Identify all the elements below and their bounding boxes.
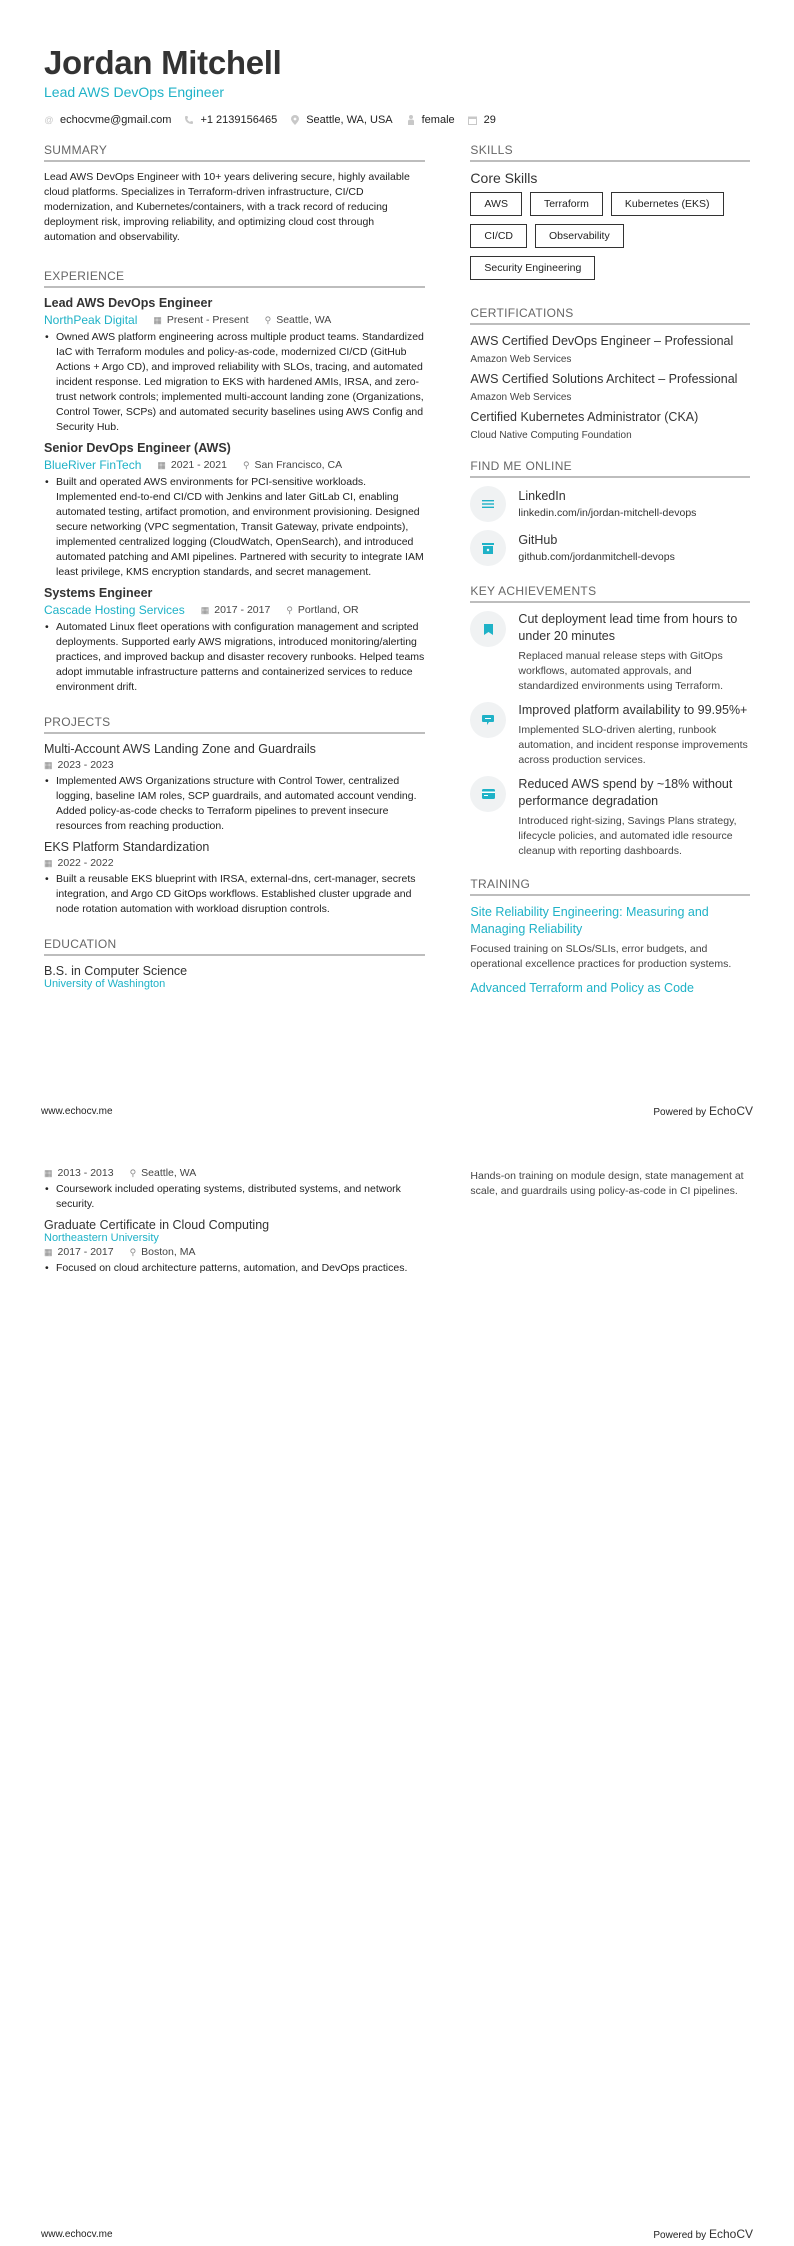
skills-group-title: Core Skills — [470, 170, 538, 186]
section-title: SKILLS — [470, 143, 750, 162]
achievement-title: Cut deployment lead time from hours to under 20 minutes — [518, 612, 738, 643]
project-title: Multi-Account AWS Landing Zone and Guardrails — [44, 742, 316, 756]
footer-site-link[interactable]: www.echocv.me — [41, 1105, 113, 1117]
job-entry — [44, 296, 425, 435]
job-title: Lead AWS DevOps Engineer — [44, 296, 213, 310]
job-entry — [44, 586, 425, 695]
person-icon — [406, 115, 416, 125]
summary-text: Lead AWS DevOps Engineer with 10+ years delivering secure, highly available cloud platforms. Specializes in Terraform-driven infrastructure, CI/CD modernization, and Kubernetes/containers, with a track record of reducing deployment risk, improving reliability, and optimizing cloud cost through automation and observability. — [44, 171, 410, 243]
online-url[interactable]: github.com/jordanmitchell-devops — [518, 551, 675, 563]
achievement-description: Implemented SLO-driven alerting, runbook automation, and incident response improvements across production services. — [518, 724, 748, 766]
achievements-section — [470, 584, 750, 859]
education-degree: Graduate Certificate in Cloud Computing — [44, 1218, 270, 1232]
location-icon: ⚲ — [242, 459, 250, 470]
achievement-title: Reduced AWS spend by ~18% without performance degradation — [518, 777, 733, 808]
skills-tags — [470, 192, 750, 288]
footer-powered: Powered by EchoCV — [653, 1104, 753, 1118]
section-title: KEY ACHIEVEMENTS — [470, 584, 750, 603]
job-title: Senior DevOps Engineer (AWS) — [44, 441, 231, 455]
training-description: Hands-on training on module design, state management at scale, and guardrails using policy-as-code in CI pipelines. — [470, 1170, 744, 1197]
location-icon: ⚲ — [264, 314, 272, 325]
chat-bubble-icon — [470, 702, 506, 738]
section-title: PROJECTS — [44, 715, 425, 734]
location-icon — [290, 115, 300, 125]
menu-lines-icon — [470, 486, 506, 522]
summary-section — [44, 143, 425, 245]
section-title: EXPERIENCE — [44, 269, 425, 288]
training-description: Focused training on SLOs/SLIs, error budgets, and operational excellence practices for production systems. — [470, 943, 732, 970]
online-link-github[interactable] — [470, 530, 750, 566]
certification-name: AWS Certified Solutions Architect – Professional — [470, 372, 738, 386]
location-icon: ⚲ — [129, 1246, 137, 1257]
project-description: • Built a reusable EKS blueprint with IRSA, external-dns, cert-manager, secrets integration, and Argo CD GitOps workflows. Established cluster upgrade and node rotation automation with workload disruption controls. — [44, 872, 425, 917]
bookmark-icon — [470, 611, 506, 647]
online-link-linkedin[interactable] — [470, 486, 750, 522]
job-dates: 2021 - 2021 — [170, 459, 227, 471]
company-name: BlueRiver FinTech — [44, 458, 142, 472]
training-title: Advanced Terraform and Policy as Code — [470, 981, 694, 995]
education-location: Seattle, WA — [141, 1167, 197, 1179]
education-location: Boston, MA — [141, 1246, 196, 1258]
certification-name: AWS Certified DevOps Engineer – Professional — [470, 334, 734, 348]
certification-name: Certified Kubernetes Administrator (CKA) — [470, 410, 699, 424]
page-footer — [41, 2227, 753, 2241]
footer-site-link[interactable]: www.echocv.me — [41, 2228, 113, 2240]
job-dates: 2017 - 2017 — [214, 604, 271, 616]
section-title: EDUCATION — [44, 937, 425, 956]
project-dates: 2022 - 2022 — [57, 857, 114, 869]
online-name: GitHub — [518, 533, 558, 547]
right-column — [470, 143, 750, 1015]
online-name: LinkedIn — [518, 489, 566, 503]
project-dates: 2023 - 2023 — [57, 759, 114, 771]
achievement-item — [470, 776, 750, 859]
skills-section — [470, 143, 750, 288]
certification-issuer: Cloud Native Computing Foundation — [470, 430, 632, 441]
achievement-item — [470, 702, 750, 768]
location-icon: ⚲ — [286, 604, 293, 615]
education-school: University of Washington — [44, 978, 166, 990]
calendar-icon: ▦ — [44, 1246, 53, 1257]
education-description: • Coursework included operating systems, distributed systems, and network security. — [44, 1182, 425, 1212]
section-title: TRAINING — [470, 877, 750, 896]
job-dates: Present - Present — [166, 314, 249, 326]
left-column — [44, 143, 425, 1015]
skill-tag: Kubernetes (EKS) — [611, 192, 724, 216]
location-icon: ⚲ — [129, 1167, 137, 1178]
candidate-name: Jordan Mitchell — [44, 44, 282, 81]
contact-bar — [44, 114, 750, 126]
resume-page-2 — [0, 1123, 794, 2246]
calendar-icon: ▦ — [44, 857, 53, 868]
contact-phone[interactable]: +1 2139156465 — [184, 114, 277, 126]
contact-age: 29 — [468, 114, 496, 126]
skill-tag: AWS — [470, 192, 522, 216]
education-school: Northeastern University — [44, 1232, 159, 1244]
achievement-item — [470, 611, 750, 694]
project-entry — [44, 840, 425, 917]
candidate-role: Lead AWS DevOps Engineer — [44, 84, 225, 100]
calendar-icon: ▦ — [157, 459, 166, 470]
section-title: SUMMARY — [44, 143, 425, 162]
contact-gender: female — [406, 114, 455, 126]
page-footer — [41, 1104, 753, 1118]
skill-tag: Security Engineering — [470, 256, 595, 280]
online-section — [470, 459, 750, 566]
job-location: Seattle, WA — [276, 314, 332, 326]
footer-powered: Powered by EchoCV — [653, 2227, 753, 2241]
projects-section — [44, 715, 425, 917]
education-dates: 2013 - 2013 — [57, 1167, 114, 1179]
job-title: Systems Engineer — [44, 586, 153, 600]
project-description: • Implemented AWS Organizations structure with Control Tower, centralized logging, baseline IAM roles, SCP guardrails, and automated account vending. Added policy-as-code checks to Terraform pipelines to prevent insecure resources from reaching production. — [44, 774, 425, 834]
job-entry — [44, 441, 425, 580]
calendar-icon: ▦ — [153, 314, 162, 325]
education-degree: B.S. in Computer Science — [44, 964, 188, 978]
right-column-continued — [470, 1167, 750, 1282]
archive-box-icon — [470, 530, 506, 566]
training-title: Site Reliability Engineering: Measuring and Managing Reliability — [470, 905, 709, 936]
education-dates: 2017 - 2017 — [57, 1246, 114, 1258]
job-location: Portland, OR — [297, 604, 359, 616]
section-title: FIND ME ONLINE — [470, 459, 750, 478]
achievement-title: Improved platform availability to 99.95%+ — [518, 703, 748, 717]
training-section — [470, 877, 750, 997]
skill-tag: Observability — [535, 224, 624, 248]
at-icon: @ — [44, 115, 54, 125]
credit-card-icon — [470, 776, 506, 812]
job-description: • Owned AWS platform engineering across multiple product teams. Standardized IaC with Terraform modules and policy-as-code, modernized CI/CD (GitHub Actions + Argo CD), and improved reliability with SLOs, tracing, and automated incident response. Led migration to EKS with hardened AMIs, IRSA, and zero-trust network controls; implemented multi-account landing zone (Organizations, Control Tower, SCPs) and automated security baselines using AWS Config and Security Hub. — [44, 330, 425, 435]
job-description: • Automated Linux fleet operations with configuration management and scripted deployments. Supported early AWS migrations, introduced monitoring/alerting practices, and improved backup and disaster recovery runbooks. Helped teams adopt immutable infrastructure patterns and containerized services to reduce environment drift. — [44, 620, 425, 695]
job-location: San Francisco, CA — [254, 459, 343, 471]
achievement-description: Introduced right-sizing, Savings Plans strategy, lifecycle policies, and automated idle resource cleanup with reporting dashboards. — [518, 815, 737, 857]
left-column-continued — [44, 1167, 425, 1282]
phone-icon — [184, 115, 194, 125]
certification-issuer: Amazon Web Services — [470, 392, 572, 403]
contact-location: Seattle, WA, USA — [290, 114, 392, 126]
calendar-icon: ▦ — [200, 604, 210, 615]
certification-issuer: Amazon Web Services — [470, 354, 572, 365]
experience-section — [44, 269, 425, 695]
skill-tag: CI/CD — [470, 224, 527, 248]
project-entry — [44, 742, 425, 834]
online-url[interactable]: linkedin.com/in/jordan-mitchell-devops — [518, 507, 697, 519]
brand-logo: EchoCV — [708, 2227, 753, 2241]
project-title: EKS Platform Standardization — [44, 840, 210, 854]
education-section — [44, 937, 425, 990]
education-description: • Focused on cloud architecture patterns, automation, and DevOps practices. — [44, 1261, 425, 1276]
job-description: • Built and operated AWS environments for PCI-sensitive workloads. Implemented end-to-end CI/CD with Jenkins and later GitLab CI, enabling automated testing, artifact promotion, and environment provisioning. Designed secure networking (VPC segmentation, Transit Gateway, private endpoints), implemented centralized logging (CloudWatch, OpenSearch), and introduced automated patching and AMI pipelines. Partnered with security to integrate IAM least privilege, KMS encryption standards, and secret management. — [44, 475, 425, 580]
certifications-section — [470, 306, 750, 441]
contact-email[interactable]: @ echocvme@gmail.com — [44, 114, 172, 126]
company-name: Cascade Hosting Services — [44, 603, 185, 617]
skill-tag: Terraform — [530, 192, 603, 216]
company-name: NorthPeak Digital — [44, 313, 138, 327]
calendar-icon: ▦ — [44, 1167, 53, 1178]
achievement-description: Replaced manual release steps with GitOps workflows, automated approvals, and standardized environments using Terraform. — [518, 650, 724, 692]
calendar-icon — [468, 115, 478, 125]
brand-logo: EchoCV — [708, 1104, 753, 1118]
calendar-icon: ▦ — [44, 759, 53, 770]
section-title: CERTIFICATIONS — [470, 306, 750, 325]
